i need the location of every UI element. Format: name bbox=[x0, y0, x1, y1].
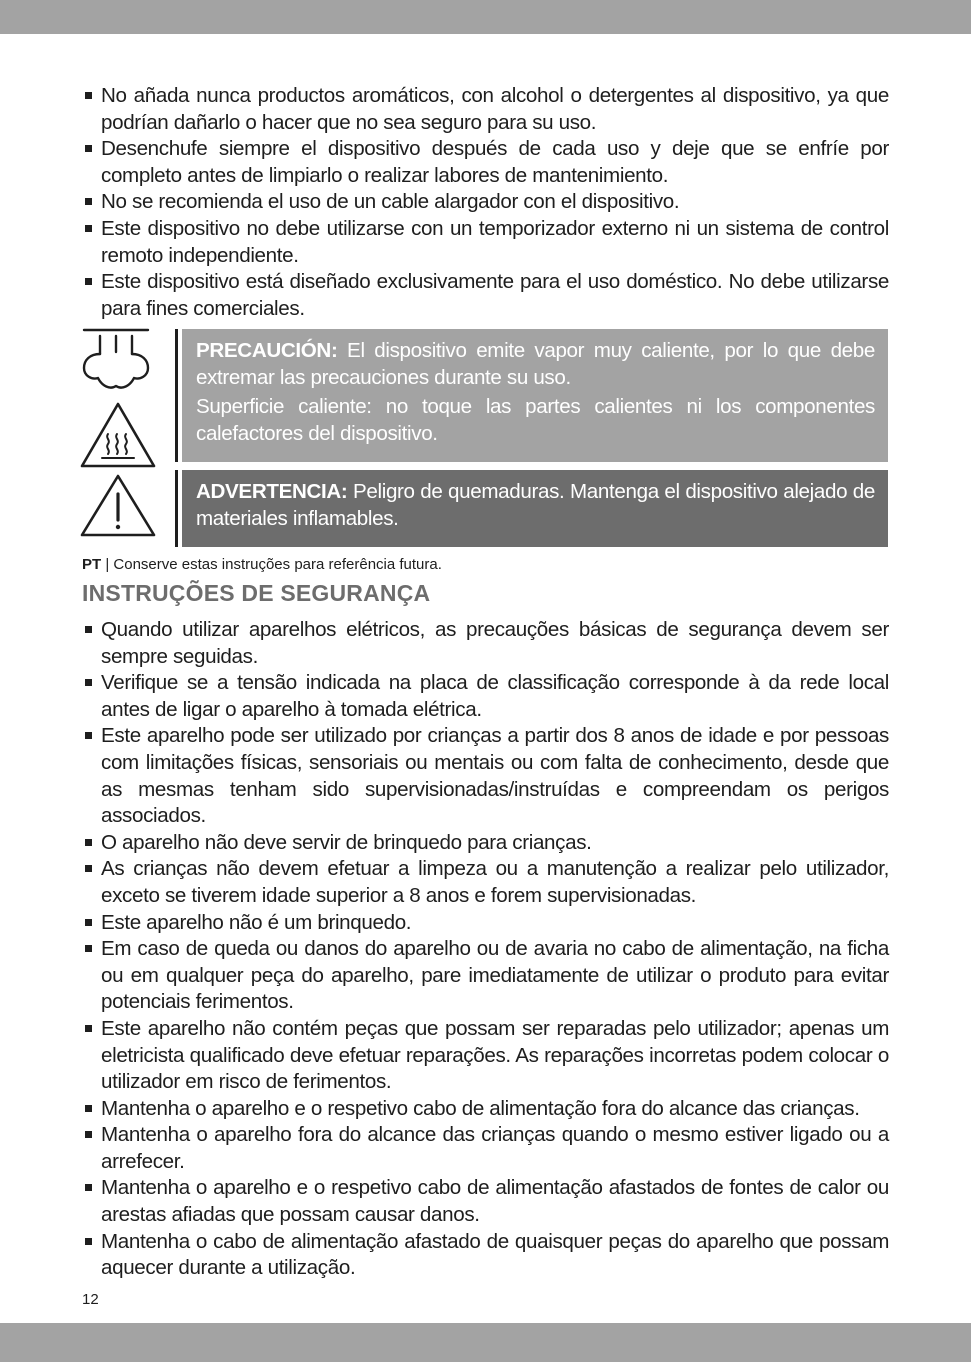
list-item: Em caso de queda ou danos do aparelho ou de avaria no cabo de alimentação, na ficha ou em qualquer peça do aparelho, pare imediatamente de utilizar o produto para evitar potenciais ferimentos. bbox=[83, 936, 889, 1016]
caution-box bbox=[182, 329, 888, 462]
list-item: Verifique se a tensão indicada na placa de classificação corresponde à da rede local antes de ligar o aparelho à tomada elétrica. bbox=[83, 670, 889, 723]
warning-divider bbox=[175, 470, 178, 547]
list-item: Quando utilizar aparelhos elétricos, as precauções básicas de segurança devem ser sempre seguidas. bbox=[83, 617, 889, 670]
section-heading: INSTRUÇÕES DE SEGURANÇA bbox=[82, 580, 431, 606]
caution-icons bbox=[80, 328, 156, 468]
keep-note: Conserve estas instruções para referência futura. bbox=[113, 556, 442, 573]
warning-text: Peligro de quemaduras. Mantenga el dispositivo alejado de materiales inflamables. bbox=[196, 480, 875, 530]
list-item: Mantenha o cabo de alimentação afastado de quaisquer peças do aparelho que possam aquecer durante a utilização. bbox=[83, 1229, 889, 1282]
list-item: O aparelho não deve servir de brinquedo para crianças. bbox=[83, 830, 889, 857]
caution-label: PRECAUCIÓN: bbox=[196, 339, 338, 362]
list-item: No se recomienda el uso de un cable alargador con el dispositivo. bbox=[83, 189, 889, 216]
list-item: No añada nunca productos aromáticos, con alcohol o detergentes al dispositivo, ya que podrían dañarlo o hacer que no sea seguro para su uso. bbox=[83, 83, 889, 136]
warning-label: ADVERTENCIA: bbox=[196, 480, 348, 503]
language-code: PT bbox=[82, 556, 102, 573]
warning-paragraph bbox=[196, 479, 875, 532]
portuguese-bullet-list bbox=[83, 617, 889, 1282]
list-item: Este dispositivo no debe utilizarse con un temporizador externo ni un sistema de control remoto independiente. bbox=[83, 216, 889, 269]
top-band bbox=[0, 0, 971, 34]
hot-surface-paragraph: Superficie caliente: no toque las partes calientes ni los componentes calefactores del dispositivo. bbox=[196, 395, 875, 445]
bottom-band bbox=[0, 1323, 971, 1362]
warning-icons bbox=[80, 474, 156, 540]
list-item: As crianças não devem efetuar a limpeza ou a manutenção a realizar pelo utilizador, exceto se tiverem idade superior a 8 anos e forem supervisionadas. bbox=[83, 856, 889, 909]
list-item: Mantenha o aparelho e o respetivo cabo de alimentação fora do alcance das crianças. bbox=[83, 1096, 889, 1123]
list-item: Desenchufe siempre el dispositivo después de cada uso y deje que se enfríe por completo antes de limpiarlo o realizar labores de mantenimiento. bbox=[83, 136, 889, 189]
list-item: Este dispositivo está diseñado exclusivamente para el uso doméstico. No debe utilizarse para fines comerciales. bbox=[83, 269, 889, 322]
caution-text: El dispositivo emite vapor muy caliente, por lo que debe extremar las precauciones durante su uso. bbox=[196, 339, 875, 389]
caution-divider bbox=[175, 329, 178, 462]
separator: | bbox=[101, 556, 114, 573]
caution-paragraph bbox=[196, 338, 875, 391]
hot-surface-warning-icon bbox=[80, 402, 156, 468]
list-item: Este aparelho não contém peças que possam ser reparadas pelo utilizador; apenas um eletricista qualificado deve efetuar reparações. As reparações incorretas podem colocar o utilizador em risco de ferimentos. bbox=[83, 1016, 889, 1096]
page-number: 12 bbox=[82, 1291, 99, 1308]
list-item: Mantenha o aparelho fora do alcance das crianças quando o mesmo estiver ligado ou a arrefecer. bbox=[83, 1122, 889, 1175]
exclamation-warning-icon bbox=[80, 474, 156, 538]
steam-hand-icon bbox=[82, 328, 152, 398]
spanish-bullet-list bbox=[83, 83, 889, 322]
language-note bbox=[82, 556, 442, 573]
list-item: Mantenha o aparelho e o respetivo cabo de alimentação afastados de fontes de calor ou arestas afiadas que possam causar danos. bbox=[83, 1175, 889, 1228]
list-item: Este aparelho não é um brinquedo. bbox=[83, 910, 889, 937]
warning-box bbox=[182, 470, 888, 547]
list-item: Este aparelho pode ser utilizado por crianças a partir dos 8 anos de idade e por pessoas com limitações físicas, sensoriais ou mentais ou com falta de conhecimento, desde que as mesmas tenham sido supervisionadas/instruídas e compreendam os perigos associados. bbox=[83, 723, 889, 829]
